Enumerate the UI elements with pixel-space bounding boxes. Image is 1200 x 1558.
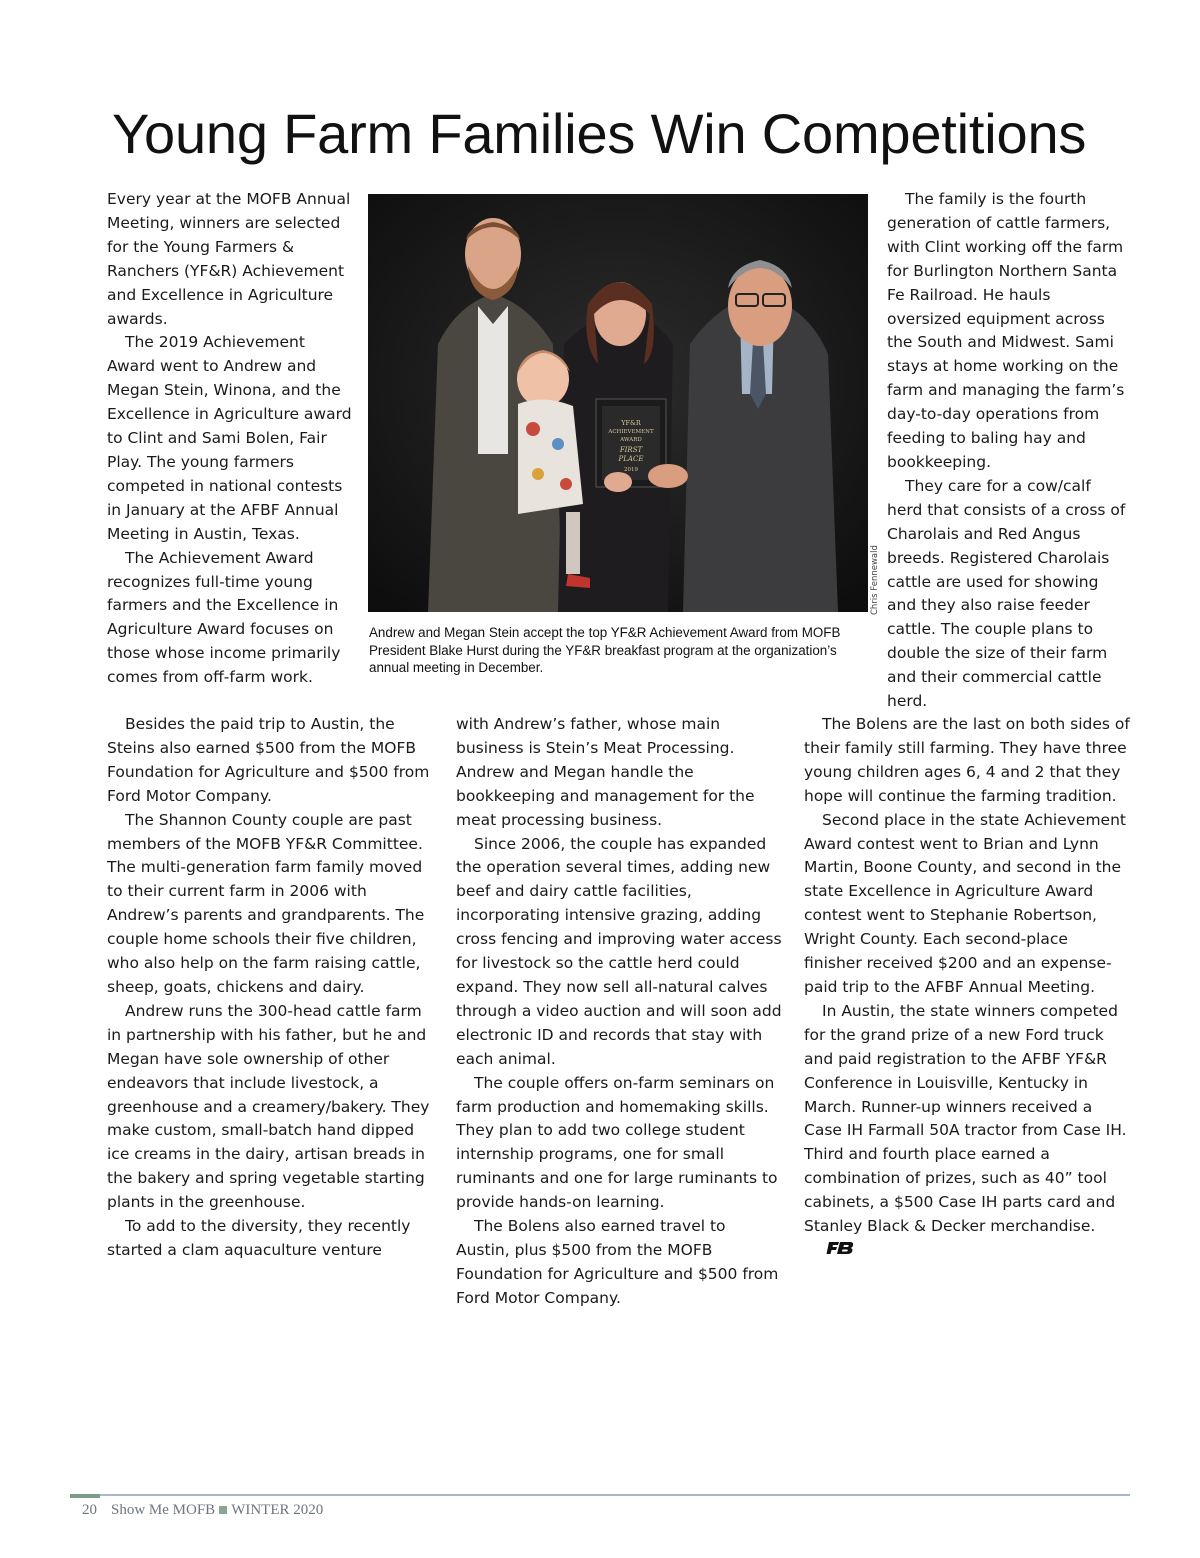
body-column-1-top [107,188,357,690]
paragraph: Every year at the MOFB Annual Meeting, winners are selected for the Young Farmers & Ranchers (YF&R) Achievement and Excellence in Agriculture awards. [107,190,351,328]
paragraph: The Shannon County couple are past members of the MOFB YF&R Committee. The multi-generation farm family moved to their current farm in 2006 with Andrew’s parents and grandparents. The couple home schools their five children, who also help on the farm raising cattle, sheep, goats, chickens and dairy. [107,810,425,996]
paragraph: Andrew runs the 300-head cattle farm in partnership with his father, but he and Megan have sole ownership of other endeavors that include livestock, a greenhouse and a creamery/bakery. They make custom, small-batch hand dipped ice creams in the dairy, artisan breads in the bakery and spring vegetable starting plants in the greenhouse. [107,1001,430,1212]
body-column-1-bottom [107,713,433,1263]
footer-separator [219,1506,227,1514]
body-column-2 [456,713,782,1311]
paragraph [804,1000,1130,1263]
page-footer [82,1500,323,1520]
paragraph: with Andrew’s father, whose main business is Stein’s Meat Processing. Andrew and Megan handle the bookkeeping and management for the meat processing business. [456,715,755,829]
paragraph: The couple offers on-farm seminars on farm production and homemaking skills. They plan to add two college student internship programs, one for small ruminants and one for large ruminants to provide hands-on learning. [456,1073,778,1212]
paragraph: The Achievement Award recognizes full-time young farmers and the Excellence in Agriculture Award focuses on those whose income primarily comes from off-farm work. [107,548,341,687]
body-column-3-bottom [804,713,1130,1263]
farm-bureau-logo-icon [808,1239,856,1263]
plaque-text: ACHIEVEMENT [608,429,654,435]
paragraph-text: In Austin, the state winners competed for the grand prize of a new Ford truck and paid registration to the AFBF YF&R Conference in Louisville, Kentucky in March. Runner-up winners received a Case IH Farmall 50A tractor from Case IH. Third and fourth place earned a combination of prizes, such as 40” tool cabinets, a $500 Case IH parts card and Stanley Black & Decker merchandise. [804,1001,1127,1236]
paragraph: Second place in the state Achievement Award contest went to Brian and Lynn Martin, Boone County, and second in the state Excellence in Agriculture Award contest went to Stephanie Robertson, Wright County. Each second-place finisher received $200 and an expense-paid trip to the AFBF Annual Meeting. [804,810,1126,996]
paragraph: The family is the fourth generation of cattle farmers, with Clint working off the farm for Burlington Northern Santa Fe Railroad. He hauls oversized equipment across the South and Midwest. Sami stays at home working on the farm and managing the farm’s day-to-day operations from feeding to baling hay and bookkeeping. [887,190,1125,471]
publication-name: Show Me MOFB [111,1502,216,1518]
plaque-text: FIRST [619,446,643,454]
body-column-3-top [887,188,1129,714]
paragraph: Besides the paid trip to Austin, the Steins also earned $500 from the MOFB Foundation for Agriculture and $500 from Ford Motor Company. [107,715,430,805]
paragraph: They care for a cow/calf herd that consists of a cross of Charolais and Red Angus breeds. Registered Charolais cattle are used for showing and they also raise feeder cattle. The couple plans to double the size of their farm and their commercial cattle herd. [887,476,1126,711]
plaque-text: PLACE [618,455,644,463]
paragraph: The Bolens are the last on both sides of their family still farming. They have three young children ages 6, 4 and 2 that they hope will continue the farming tradition. [804,715,1130,805]
photo-credit-text: Chris Fennewald [870,545,880,615]
paragraph: The Bolens also earned travel to Austin, plus $500 from the MOFB Foundation for Agriculture and $500 from Ford Motor Company. [456,1217,779,1307]
article-headline: Young Farm Families Win Competitions [112,102,1087,165]
paragraph: The 2019 Achievement Award went to Andrew and Megan Stein, Winona, and the Excellence in Agriculture award to Clint and Sami Bolen, Fair Play. The young farmers competed in national contests in January at the AFBF Annual Meeting in Austin, Texas. [107,333,352,543]
footer-rule-accent [70,1494,100,1498]
page-number: 20 [82,1502,97,1518]
plaque-text: 2019 [624,467,638,473]
paragraph: To add to the diversity, they recently started a clam aquaculture venture [107,1217,411,1259]
photo-caption: Andrew and Megan Stein accept the top YF&R Achievement Award from MOFB President Blake Hurst during the YF&R breakfast program at the organization’s annual meeting in December. [369,625,841,675]
photo-credit [868,545,882,615]
footer-rule [70,1494,1130,1496]
plaque-text: YF&R [621,419,641,427]
plaque-text: AWARD [620,437,642,443]
award-photo [368,194,868,612]
paragraph: Since 2006, the couple has expanded the operation several times, adding new beef and dairy cattle facilities, incorporating intensive grazing, adding cross fencing and improving water access for livestock so the cattle herd could expand. They now sell all-natural calves through a video auction and will soon add electronic ID and records that stay with each animal. [456,834,782,1068]
issue-label: WINTER 2020 [231,1502,324,1518]
